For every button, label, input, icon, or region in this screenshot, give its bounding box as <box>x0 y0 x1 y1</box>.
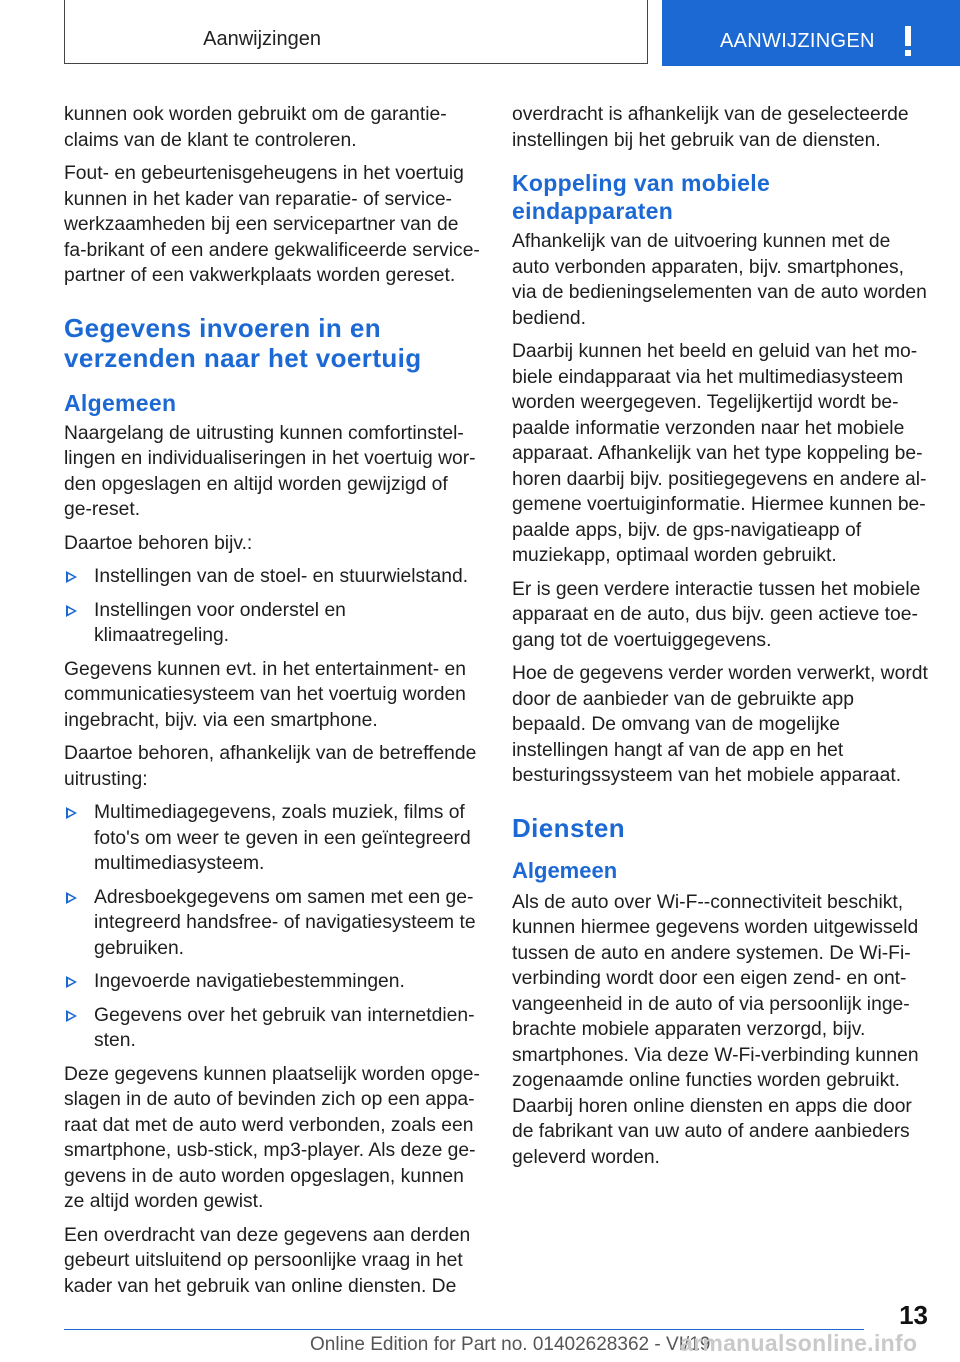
section-title: Aanwijzingen <box>203 28 321 50</box>
watermark: armanualsonline.info <box>680 1330 918 1356</box>
paragraph: Als de auto over Wi-F--connectiviteit beschikt, kunnen hiermee gegevens worden uitgewisseld tussen de auto en andere systemen. De Wi-Fi-verbinding wordt door een eigen zend- en ont-vangeenheid in de auto of via persoonlijk inge-brachte mobiele apparaten verzorgd, bijv. smartphones. Via deze W-Fi-verbinding kunnen zogenaamde online functies worden gebruikt. Daarbij horen online diensten en apps die door de fabrikant van uw auto of andere aanbieders geleverd worden. <box>512 891 919 1168</box>
list-item: Ingevoerde navigatiebestemmingen. <box>64 969 480 995</box>
subsection-heading: Algemeen <box>64 389 177 416</box>
paragraph: Afhankelijk van de uitvoering kunnen met de auto verbonden apparaten, bijv. smartphones, via de bedieningselementen van de auto worden bediend. <box>512 231 927 329</box>
paragraph: Daartoe behoren bijv.: <box>64 532 253 554</box>
paragraph: overdracht is afhankelijk van de geselecteerde instellingen bij het gebruik van de diensten. <box>512 104 909 151</box>
list-item: Instellingen van de stoel- en stuurwielstand. <box>64 564 480 590</box>
subsection-heading: Algemeen <box>512 857 618 883</box>
right-column <box>512 102 930 1178</box>
triangle-bullet-icon <box>66 892 77 904</box>
subsection-heading: Koppeling van mobiele eindapparaten <box>512 170 771 224</box>
paragraph: Daarbij kunnen het beeld en geluid van het mo-biele eindapparaat via het multimediasysteem worden weergegeven. Tegelijkertijd wordt be-paalde informatie verzonden naar het mobiele apparaat. Afhankelijk van het type koppeling be-horen daarbij bijv. positiegegevens en andere al-gemene voertuiginformatie. Hiermee kunnen be-paalde apps, bijv. de gps-navigatieapp of muziekapp, optimaal worden gebruikt. <box>512 341 927 566</box>
header-frame <box>64 0 648 64</box>
edition-text: Online Edition for Part no. 01402628362 - VI/19 <box>310 1334 711 1355</box>
paragraph: Een overdracht van deze gegevens aan derden gebeurt uitsluitend op persoonlijke vraag in het kader van het gebruik van online diensten. De <box>64 1224 471 1297</box>
paragraph: Hoe de gegevens verder worden verwerkt, wordt door de aanbieder van de gebruikte app bepaald. De omvang van de mogelijke instellingen hangt af van de app en het besturingssysteem van het mobiele apparaat. <box>512 663 928 786</box>
paragraph: Naargelang de uitrusting kunnen comfortinstel-lingen en individualiseringen in het voertuig wor-den opgeslagen en altijd worden gewijzigd of ge-reset. <box>64 422 476 520</box>
page-number: 13 <box>899 1300 928 1330</box>
left-column <box>64 102 480 1307</box>
paragraph: Fout- en gebeurtenisgeheugens in het voertuig kunnen in het kader van reparatie- of service-werkzaamheden bij een servicepartner van de fa-brikant of een andere gekwalificeerde service-partner of een vakwerkplaats worden gereset. <box>64 163 480 286</box>
triangle-bullet-icon <box>66 807 77 819</box>
paragraph: Er is geen verdere interactie tussen het mobiele apparaat en de auto, dus bijv. geen actieve toe-gang tot de voertuiggegevens. <box>512 578 921 651</box>
list-item: Instellingen voor onderstel en klimaatregeling. <box>64 598 480 649</box>
section-heading: Gegevens invoeren in en verzenden naar het voertuig <box>64 312 422 373</box>
paragraph: kunnen ook worden gebruikt om de garantie-claims van de klant te controleren. <box>64 104 447 151</box>
triangle-bullet-icon <box>66 1010 77 1022</box>
bullet-list <box>64 564 480 649</box>
triangle-bullet-icon <box>66 976 77 988</box>
triangle-bullet-icon <box>66 605 77 617</box>
paragraph: Deze gegevens kunnen plaatselijk worden opge-slagen in de auto of bevinden zich op een appa-raat dat met de auto werd verbonden, zoals een smartphone, usb-stick, mp3-player. Als deze ge-gevens in de auto worden opgeslagen, kunnen ze altijd worden gewist. <box>64 1063 480 1212</box>
section-heading: Diensten <box>512 812 626 843</box>
triangle-bullet-icon <box>66 571 77 583</box>
list-item: Adresboekgegevens om samen met een ge-integreerd handsfree- of navigatiesysteem te gebruiken. <box>64 885 480 962</box>
list-item: Gegevens over het gebruik van internetdien-sten. <box>64 1003 480 1054</box>
paragraph: Daartoe behoren, afhankelijk van de betreffende uitrusting: <box>64 743 477 790</box>
paragraph: Gegevens kunnen evt. in het entertainment- en communicatiesysteem van het voertuig worden ingebracht, bijv. via een smartphone. <box>64 658 466 731</box>
exclamation-icon <box>896 24 920 58</box>
list-item: Multimediagegevens, zoals muziek, films of foto's om weer te geven in een geïntegreerd multimediasysteem. <box>64 800 480 877</box>
chapter-tab-label: AANWIJZINGEN <box>720 30 875 52</box>
bullet-list <box>64 800 480 1054</box>
